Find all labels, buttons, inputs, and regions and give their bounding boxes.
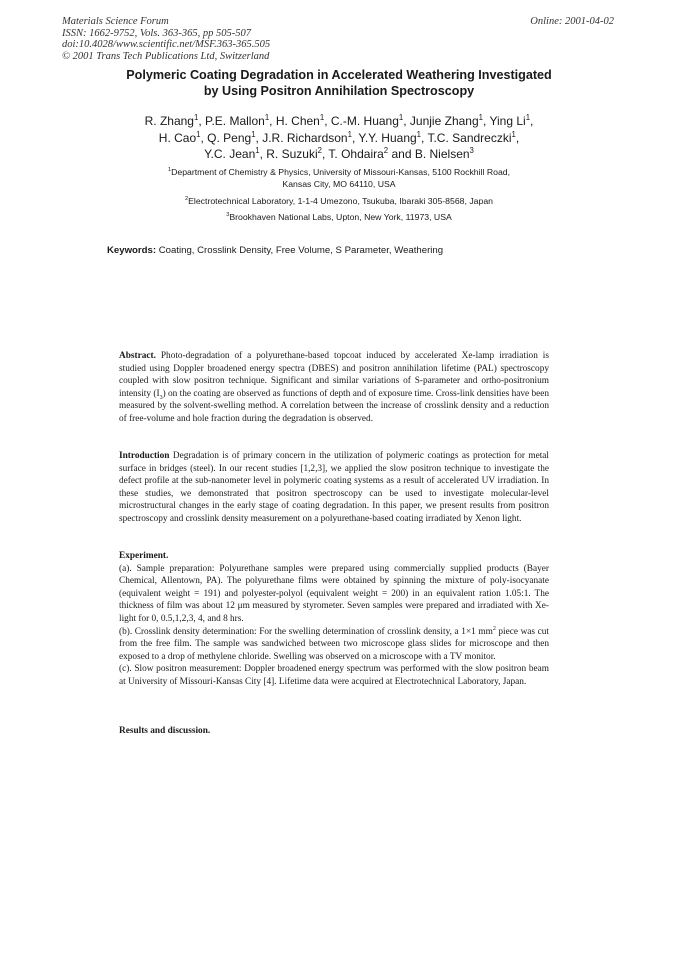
- experiment-part-a: (a). Sample preparation: Polyurethane samples were prepared using commercially supplied products (Bayer Chemical, Allentown, PA). The polyurethane films were obtained by spinning the mixture of poly-isocyanate (equivalent weight = 191) and polyester-polyol (equivalent weight = 200) in an equivalent ration 1.05:1. The thickness of film was about 12 μm measured by styrometer. Seven samples were prepared and irradiated with Xe-light for 0, 0.5,1,2,3, 4, and 8 hrs.: [119, 563, 549, 624]
- author: R. Zhang: [144, 114, 194, 128]
- title-line-1: Polymeric Coating Degradation in Accelerated Weathering Investigated: [126, 68, 552, 82]
- author: H. Chen: [275, 114, 320, 128]
- abstract-label: Abstract.: [119, 351, 156, 361]
- affiliation-1: [60, 166, 618, 190]
- affil-mark: 1: [255, 146, 260, 155]
- affil-mark: 2: [383, 146, 389, 155]
- affil-number: 3: [226, 212, 230, 219]
- author: C.-M. Huang: [330, 114, 399, 128]
- affil-mark: 1: [264, 113, 270, 122]
- affiliation-text: Electrotechnical Laboratory, 1-1-4 Umezono, Tsukuba, Ibaraki 305-8568, Japan: [188, 196, 494, 206]
- abstract-subscript: 3: [159, 394, 163, 401]
- abstract-paragraph: [119, 350, 549, 426]
- affil-mark: 3: [469, 146, 474, 155]
- introduction-paragraph: [119, 450, 549, 526]
- author: T.C. Sandreczki: [427, 130, 512, 145]
- authors-line-3: Y.C. Jean$^1$, R. Suzuki$^2$, T. Ohdaira$^2$ and B. Nielsen$^3$: [204, 146, 474, 161]
- affil-mark: 1: [416, 129, 422, 139]
- experiment-heading: Experiment.: [119, 551, 169, 561]
- affil-number: 2: [184, 196, 189, 203]
- author: Y.Y. Huang: [358, 130, 417, 145]
- author: Junjie Zhang: [409, 114, 479, 128]
- online-date: Online: 2001-04-02: [530, 16, 614, 27]
- affil-mark: 1: [398, 113, 404, 122]
- affil-mark: 1: [251, 129, 256, 139]
- author: B. Nielsen: [414, 147, 470, 161]
- experiment-part-c: (c). Slow positron measurement: Doppler broadened energy spectrum was performed with the slow positron beam at University of Missouri-Kansas City [4]. Lifetime data were acquired at Electrotechnical Laboratory, Japan.: [119, 664, 549, 687]
- author: Ying Li: [489, 114, 526, 128]
- paper-title: [60, 67, 618, 99]
- keywords: [107, 245, 443, 256]
- affil-mark: 1: [478, 113, 483, 122]
- affiliation-1-line-2: Kansas City, MO 64110, USA: [282, 179, 396, 189]
- results-heading-block: [119, 725, 549, 738]
- affil-number: 1: [167, 167, 172, 174]
- author: T. Ohdaira: [328, 147, 384, 161]
- author: P.E. Mallon: [205, 114, 265, 128]
- abstract-text-start: Photo-degradation of a polyurethane-based topcoat induced by accelerated Xe-lamp irradiation is studied using Doppler broadened energy spectra (DBES) and positron annihilation lifetime (PAL) spectroscopy coupled with slow positron technique. Significant and similar variations of S-parameter and ortho-positronium intensity (I: [119, 351, 550, 399]
- results-heading: Results and discussion.: [119, 726, 211, 736]
- title-line-2: by Using Positron Annihilation Spectroscopy: [203, 84, 475, 98]
- part-b-text-end: piece was cut from the free film. The sample was sandwiched between two microscope glass slides for microscope and then exposed to a drop of methylene chloride. Swelling was observed on a microscope with a TV monitor.: [119, 626, 549, 662]
- keywords-label: Keywords:: [107, 245, 157, 256]
- author: J.R. Richardson: [262, 130, 348, 145]
- affiliation-3: [60, 211, 618, 223]
- affiliation-text: Brookhaven National Labs, Upton, New York, 11973, USA: [229, 212, 452, 222]
- author-list: [60, 113, 618, 163]
- authors-line-2: H. Cao$^1$, Q. Peng$^1$, J.R. Richardson$^1$, Y.Y. Huang$^1$, T.C. Sandreczki$^1$,: [158, 129, 520, 145]
- author: Q. Peng: [207, 130, 252, 145]
- affil-mark: 1: [525, 113, 531, 122]
- affil-mark: 1: [511, 129, 516, 139]
- author: Y.C. Jean: [204, 147, 256, 161]
- experiment-part-b: [119, 626, 549, 664]
- affil-mark: 1: [193, 113, 199, 122]
- author: H. Cao: [158, 130, 197, 145]
- journal-name: Materials Science Forum: [62, 16, 169, 27]
- publication-header: [62, 16, 270, 62]
- affiliation-1-line-1: [60, 166, 618, 178]
- part-b-superscript: 2: [492, 625, 496, 632]
- affiliation-text: Department of Chemistry & Physics, University of Missouri-Kansas, 5100 Rockhill Road,: [171, 167, 511, 177]
- author: R. Suzuki: [266, 147, 318, 161]
- abstract-text-end: ) on the coating are observed as functions of depth and of exposure time. Cross-link densities have been measured by the solvent-swelling method. A correlation between the increase of crosslink density and a reduction of free-volume and hole fraction during the degradation is observed.: [119, 388, 549, 424]
- affiliation-2: [60, 195, 618, 207]
- doi-line[interactable]: doi:10.4028/www.scientific.net/MSF.363-365.505: [62, 39, 271, 50]
- affil-mark: 1: [347, 129, 352, 139]
- introduction-label: Introduction: [119, 451, 170, 461]
- affil-mark: 2: [317, 146, 322, 155]
- issn-line: ISSN: 1662-9752, Vols. 363-365, pp 505-507: [62, 27, 251, 39]
- authors-line-1: R. Zhang$^1$, P.E. Mallon$^1$, H. Chen$^1$, C.-M. Huang$^1$, Junjie Zhang$^1$, Ying Li$^1$,: [144, 113, 534, 128]
- and-word: and: [391, 147, 412, 161]
- affil-mark: 1: [319, 113, 325, 122]
- affil-mark: 1: [196, 129, 201, 139]
- part-b-text-start: (b). Crosslink density determination: For the swelling determination of crosslink density, a 1×1 mm: [119, 626, 493, 637]
- copyright-line: © 2001 Trans Tech Publications Ltd, Switzerland: [62, 50, 270, 62]
- introduction-text: Degradation is of primary concern in the utilization of polymeric coatings as protection for metal surface in bridges (steel). In our recent studies [1,2,3], we applied the slow positron technique to investigate the defect profile at the sub-nanometer level in polymeric coating systems as a result of accelerated UV irradiation. In these studies, we demonstrated that positron spectroscopy can be used to investigate molecular-level microstructural changes in the early stage of coating degradation. In this paper, we present results from positron spectroscopy and crosslink density measurement on a polyurethane-based coating irradiated by Xenon light.: [119, 451, 549, 524]
- keywords-text: Coating, Crosslink Density, Free Volume, S Parameter, Weathering: [158, 245, 444, 256]
- experiment-section: [119, 550, 549, 689]
